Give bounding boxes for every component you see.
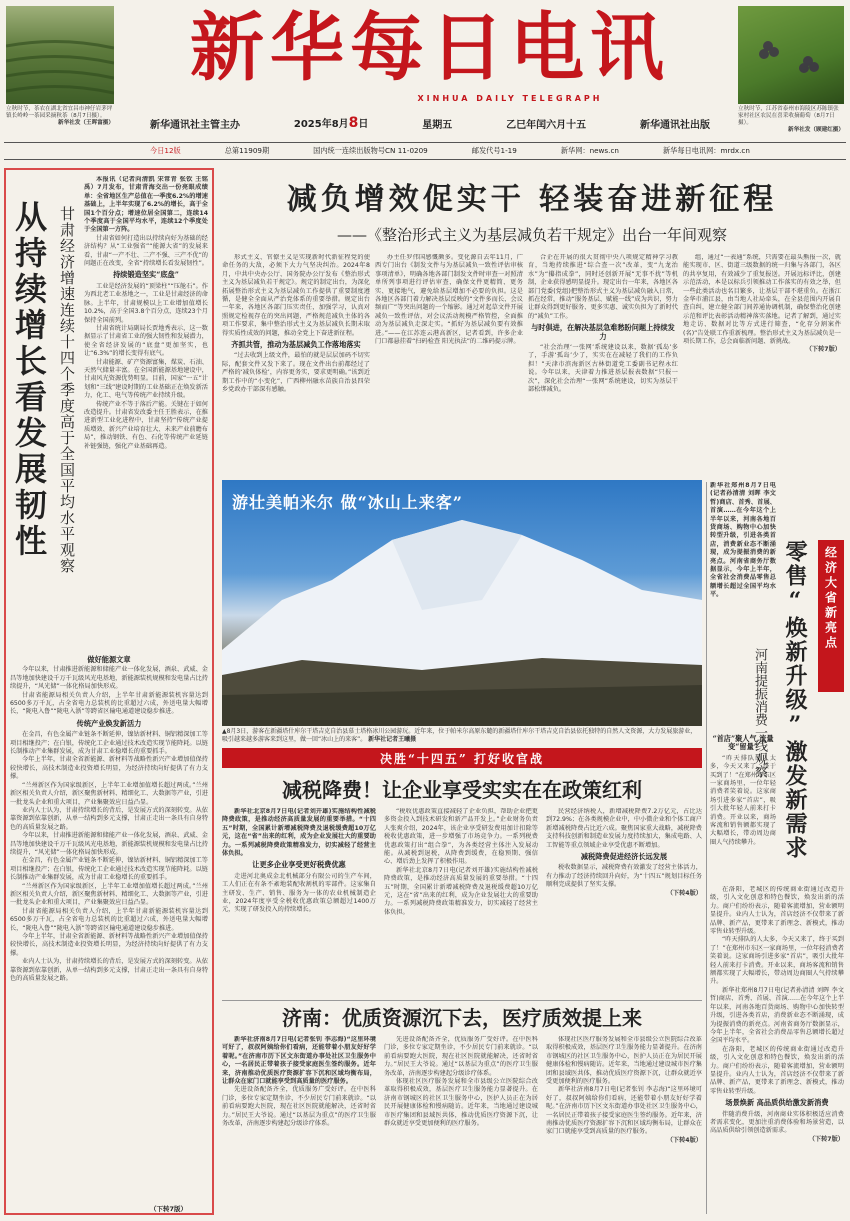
paragraph: 体现社区医疗服务发展和全市县级公立医院综合改革取得积极成效，基层医疗卫生服务能力显著提升。在济南市钢城区的社区卫生服务中心，医护人员正在为居民开展健康体检和慢病随访。近年来，当地通过建设城市医疗集团和县域医共体，推动优质医疗资源下沉，让群众就近享受更加便利的医疗服务。 <box>384 1078 538 1128</box>
info-pages: 今日12版 <box>150 145 181 155</box>
info-website: 新华网：news.cn <box>560 145 619 155</box>
left-article-column-top <box>84 176 208 652</box>
lead-paragraph: 新华社郑州8月7日电(记者孙清清 刘晖 李文哲)商店、首秀、首展、首演……在今年这个上半年以来，河南各地百货商场、购物中心加快转型升级，引进各类首店，消费新业态不断涌现，成为提振消费的新亮点。河南省商务厅数据显示，今年上半年，全省社会消费品零售总额增长超过全国平均水平。 <box>710 482 776 599</box>
section-heading: 与时俱进，在解决基层急难愁盼问题上持续发力 <box>531 323 675 341</box>
tax-article-col-2 <box>384 808 538 996</box>
right-sidebar-title: 零售“焕新升级”激发新需求 <box>782 540 808 860</box>
main-article-col-1 <box>222 254 370 476</box>
medical-article-title: 济南：优质资源沉下去，医疗质效提上来 <box>282 1006 642 1030</box>
continued-note: （下转4版） <box>666 1136 702 1144</box>
paragraph: 今年以来，甘肃推进新能源和储能产业一体化发展，酒泉、武威、金昌等地加快建设千万千瓦级风光电基地，新能源装机规模和发电量占比持续提升，“风光储”一体化格局加快形成。 <box>10 832 208 856</box>
mountain-illustration <box>222 480 702 726</box>
paragraph: 先进设备配备齐全，优质服务广受好评。在中医科门诊，多位专家定期坐诊，不少居民专门前来就诊。“以前看病要跑大医院，现在社区医院就能解决，还省时省力。”居民王大爷说。通过“以基层为重点”的医疗卫生服务改革，济南逐步构建起分级诊疗体系。 <box>384 1036 538 1077</box>
caption-text: ▲8月3日，游客在新疆塔什库尔干塔吉克自治县慕士塔格冰川公园游玩。近年来，位于帕米尔高原东麓的新疆塔什库尔干塔吉克自治县依托独特的自然人文资源，大力发展旅游业，吸引越来越多游客来到这里，做一回“冰山上的来客”。 <box>222 728 697 743</box>
newspaper-english-title: XINHUA DAILY TELEGRAPH <box>417 94 603 103</box>
tax-article-col-1 <box>222 808 376 996</box>
newspaper-title: 新华每日电讯 <box>190 5 670 91</box>
masthead-dateline <box>150 114 710 132</box>
paragraph: “兰州新区作为国家级新区，上半年工业增加值增长超过两成。”兰州新区相关负责人介绍，新区聚焦新材料、精细化工、大数据等产业，引进一批龙头企业和重大项目，产业集聚效应日益凸显。 <box>10 781 208 806</box>
sponsor: 新华通讯社主管主办 <box>150 119 240 131</box>
masthead-left-photo <box>6 6 114 104</box>
tax-article-col-3 <box>546 808 702 996</box>
info-telegraph-site: 新华每日电讯网：mrdx.cn <box>662 145 750 155</box>
paragraph: “过去收到上级文件，最怕的就是层层加码不切实际，配套文件又发下来了。现在文件出台前都经过了严格的‘减负体检’，内容更务实，要求更明确。”该到近期工作中的“小变化”，广西柳州融水苗族自治县四荣乡党政办干部深有感触。 <box>222 352 370 394</box>
section-heading: 做好能源文章 <box>87 655 131 664</box>
right-sidebar-body <box>710 886 844 1214</box>
right-sidebar-col-a <box>710 732 776 882</box>
paragraph: 在金昌，有色金属产业链条不断延伸，镍钴新材料、铜铝精深加工等项目相继投产；在白银，传统化工企业通过技术改造实现节能降耗。以链长制推动产业集群发展，成为甘肃工业稳增长的重要抓手。 <box>10 857 208 882</box>
continued-note: （下转7版） <box>808 1135 844 1143</box>
paragraph: 走进河北奥成金北机械部分有限公司的生产车间，工人们正在有条不紊地装配收割机的零部件。这家集自主研发、生产、销售、服务为一体的农业机械制造企业，2024年度享受全税收优惠政策总额超过1400万元，实现了研发投入的持续增长。 <box>222 872 376 914</box>
paragraph: 甘肃能源、矿产资源富集，煤炭、石油、天然气储量丰富。在全国新能源基地建设中，甘肃风光资源优势明显。目前，国家“一五”计划和“三线”建设时期的工业基础正在焕发新活力，化工、电气等传统产业持续升级。 <box>84 358 208 400</box>
lunar-date: 乙巳年闰六月十五 <box>506 119 587 131</box>
paragraph: “兰州新区作为国家级新区，上半年工业增加值增长超过两成。”兰州新区相关负责人介绍，新区聚焦新材料、精细化工、大数据等产业，引进一批龙头企业和重大项目，产业集聚效应日益凸显。 <box>10 882 208 907</box>
left-article-continued: （下转7版） <box>150 1205 188 1213</box>
main-article-col-4 <box>683 254 841 476</box>
caption-credit: 新华社发（顾建红摄） <box>788 127 844 133</box>
main-article-title: 减负增效促实干 轻装奋进新征程 <box>286 182 778 217</box>
section-heading: 让更多企业享受更好税费优惠 <box>252 860 346 870</box>
paragraph: 工业是经济发展的“顶梁柱”“压舱石”。作为西北老工业基地之一，工业是甘肃经济的命脉。上半年，甘肃规模以上工业增加值增长10.2%，高于全国3.8个百分点，连续23个月保持全国前列。 <box>84 282 208 324</box>
photo-feature-caption <box>222 728 702 744</box>
paragraph: 今年上半年，甘肃全省新能源、新材料等战略性新兴产业增加值保持较快增长，高技术制造业投资增长明显，为经济持续向好提供了有力支撑。 <box>10 933 208 957</box>
masthead-right-caption <box>738 106 844 134</box>
date-suffix: 日 <box>358 119 369 130</box>
paragraph: 甘肃省能源局相关负责人介绍，上半年甘肃新能源装机容量达到6500多万千瓦，占全省电力总装机的比重超过六成，外送电量大幅增长，“陇电入鲁”“陇电入浙”等跨省区输电通道建设稳步推进。 <box>10 691 208 716</box>
caption-credit: 新华社发（王晖富摄） <box>58 120 114 126</box>
paragraph: 今年以来，甘肃推进新能源和储能产业一体化发展，酒泉、武威、金昌等地加快建设千万千瓦级风光电基地，新能源装机规模和发电量占比持续提升，“风光储”一体化格局加快形成。 <box>10 666 208 691</box>
paragraph: “税收优惠政策直接减轻了企业负担，帮助企业把更多资金投入到技术研发和新产品开发上。”企业财务负责人张爽介绍，2024年，该企业享受研发费用加计扣除等税收优惠政策，进一步增强了市场竞争力。一系列税费优惠政策打出“组合拳”，为各类经营主体注入发展动能。从减税到退税，从降费到缓费，在稳预期、强信心、增后劲上发挥了积极作用。 <box>384 808 538 866</box>
paragraph: 业内人士认为，甘肃持续增长的背后，是发展方式的深刻转变。从依靠资源到依靠创新，从单一结构到多元支撑，甘肃正走出一条具有自身特色的高质量发展之路。 <box>10 958 208 983</box>
weekday: 星期五 <box>422 119 453 131</box>
paragraph: 甘肃省统计局副局长贾地秀表示，这一数据显示了甘肃省工业的强大韧性和发展潜力，使全省经济发展的“底盘”更加坚实，也让“6.3%”的增长变得有底气。 <box>84 324 208 358</box>
left-article-column-bottom <box>10 654 208 1210</box>
date-prefix: 2025年8月 <box>293 119 349 130</box>
paragraph: 体现社区医疗服务发展和全市县级公立医院综合改革取得积极成效，基层医疗卫生服务能力显著提升。在济南市钢城区的社区卫生服务中心，医护人员正在为居民开展健康体检和慢病随访。近年来，当地通过建设城市医疗集团和县域医共体，推动优质医疗资源下沉，让群众就近享受更加便利的医疗服务。 <box>546 1036 702 1086</box>
paragraph: 新华社北京8月7日电(记者刘开雄)实施结构性减税降费政策，是推动经济高质量发展的重要举措。“十四五”时期，全国累计新增减税降费及退税缓费超10万亿元，这在“省”出来的红利，成为企业发展壮大的重要助力。一系列减税降费政策精准发力，切实减轻了经营主体负担。 <box>222 808 376 858</box>
section-heading: 场景焕新 高品质供给激发新消费 <box>725 1098 829 1108</box>
paragraph: 新华社北京8月7日电(记者刘开雄)实施结构性减税降费政策，是推动经济高质量发展的重要举措。“十四五”时期，全国累计新增减税降费及退税缓费超10万亿元，这在“省”出来的红利，成为企业发展壮大的重要助力。一系列减税降费政策精准发力，切实减轻了经营主体负担。 <box>384 866 538 916</box>
right-sidebar-subtitle: 河南提振消费一线观察 <box>752 648 767 778</box>
paragraph: 新华社济南8月7日电(记者张钊 李志海)“这里环境可好了，叔叔阿姨给你们看病，还能带着小朋友好好学着呢。”在济南市历下区文东街道办事处社区卫生服务中心，一名居民正带着孩子接受家庭医生签约服务。近年来，济南推动优质医疗资源扩容下沉和区域均衡布局，让群众在家门口就能享受到高质量的医疗服务。 <box>546 1086 702 1136</box>
masthead-right-photo <box>738 6 844 104</box>
medical-article-col-1 <box>222 1036 376 1214</box>
paragraph: “昨天排队的人太多，今天又来了，终于买到了！”在郑州市东区一家商场里，一位年轻消费者笑着说。这家商场引进多家“首店”，吸引大批年轻人前来打卡消费。开业以来，商场客流和销售额都实现了大幅增长，带动周边商圈人气持续攀升。 <box>710 754 776 846</box>
medical-article-col-3 <box>546 1036 702 1214</box>
paragraph: 办主任罗伟国感慨颇多。变化源自去年11月，广西专门出台《制发文件与为基层减负一致性评估审核事项清单》，明确各地各部门制发文件时审查一对照清单所列事项进行评估审查，确保文件更精简、更务实、更接地气，避免给基层增加不必要的负担。这是各地区各部门着力解决基层反映的“文件多而长、会议频而广”等突出问题的一个缩影。通过对起草文件开展减负一致性评估，对会议活动规模严格管控，全面推动为基层减负走深走实。“抓好为基层减负要有效推进。”——在江苏连云港高新区，记者看到，许多企业门口都悬挂着“扫码检查 阳光执法”的二维码提示牌。 <box>375 254 523 346</box>
paragraph: 形式主义、官僚主义是实现新时代新征程党的使命任务的大敌，必须下大力气坚决纠治。2024年8月，中共中央办公厅、国务院办公厅发布《整治形式主义为基层减负若干规定》。规定的制定出台，为深化拓展整治形式主义为基层减负工作提供了重要制度遵循，是健全全面从严治党体系的重要举措。规定出台一年来，各地区各部门压实责任，加强学习，认真对照规定检视存在的突出问题，严格规范减负主体的各项工作要求，集中整治形式主义为基层减负长期未取得实质性成效的问题，推动全党上下奋进新征程。 <box>222 254 370 337</box>
paragraph: 税收数据显示，减税降费有效激发了经营主体活力，有力推动了经济持续回升向好，为“十四五”规划目标任务顺利完成提供了坚实支撑。 <box>546 864 702 889</box>
paragraph: 先进设备配备齐全，优质服务广受好评。在中医科门诊，多位专家定期坐诊，不少居民专门前来就诊。“以前看病要跑大医院，现在社区医院就能解决，还省时省力。”居民王大爷说。通过“以基层为重点”的医疗卫生服务改革，济南逐步构建起分级诊疗体系。 <box>222 1086 376 1128</box>
photo-feature-title: 游壮美帕米尔 做“冰山上来客” <box>232 493 463 512</box>
tea-field-illustration <box>6 6 114 104</box>
main-article-col-2 <box>375 254 523 476</box>
paragraph: 在金昌，有色金属产业链条不断延伸，镍钴新材料、铜铝精深加工等项目相继投产；在白银，传统化工企业通过技术改造实现节能降耗。以链长制推动产业集群发展，成为甘肃工业稳增长的重要抓手。 <box>10 731 208 756</box>
info-cn-number: 国内统一连续出版物号CN 11-0209 <box>313 145 428 155</box>
section-heading: “首店”聚人气 流量变“留量” <box>712 734 774 752</box>
tax-article-title: 减税降费！让企业享受实实在在政策红利 <box>282 778 642 802</box>
paragraph: 组，通过“一表通”系统，只需要在最头熊报一次，就能实现市、区、街道三级数据的统一归集与各部门，各区的共享复用，有效减少了重复报送。开展远标评比，创建示范活动，本是以标兵引领推动工作落实的有效之举，但一些此类活动也名目繁多，让基层干部不堪重负。在浙江金华市浦江县，由当地人社局牵头，在全县范围内开展自查自纠，建立健全部门间养通协调机制，确保整治化创建示范和评比表彰活动精神落实落地。记者了解到，通过实地走访、数据对比等方式进行筛查，“化存分割案件(名)”告处联工作重新梳理。整治形式主义为基层减负是一项长期工作，总会面临新问题、新挑战。 <box>683 254 841 346</box>
paragraph: 新华社郑州8月7日电(记者孙清清 刘晖 李文哲)商店、首秀、首展、首演……在今年这个上半年以来，河南各地百货商场、购物中心加快转型升级，引进各类首店，消费新业态不断涌现，成为提振消费的新亮点。河南省商务厅数据显示，今年上半年，全省社会消费品零售总额增长超过全国平均水平。 <box>710 986 844 1045</box>
paragraph: 业内人士认为，甘肃持续增长的背后，是发展方式的深刻转变。从依靠资源到依靠创新，从单一结构到多元支撑，甘肃正走出一条具有自身特色的高质量发展之路。 <box>10 806 208 831</box>
paragraph: 传统产业不等于落后产能。关键在于如何改造提升。甘肃省发改委主任王胜表示，在推进新型工业化进程中，甘肃坚持“传统产业提质增效、新兴产业培育壮大、未来产业前瞻布局”，推动钢铁、有色、石化等传统产业延链补链强链，强化产业基础再造。 <box>84 400 208 450</box>
left-article-title: 从持续增长看发展韧性 <box>10 200 48 560</box>
main-article-subtitle: ——《整治形式主义为基层减负若干规定》出台一年间观察 <box>336 226 727 244</box>
section-heading: 持续锻造坚实“底盘” <box>113 270 179 280</box>
section-heading: 齐抓共管，推动为基层减负工作落地落实 <box>231 340 361 350</box>
paragraph: 在洛阳，老城区的传统商业街通过改造升级，引入文化创意和特色餐饮，焕发出新的活力。商户们纷纷表示，随着客流增加，营业额明显提升。业内人士认为，首店经济不仅带来了新品牌、新产品，更带来了新理念、新模式，推动零售业转型升级。 <box>710 1045 844 1095</box>
paragraph: 在洛阳，老城区的传统商业街通过改造升级，引入文化创意和特色餐饮，焕发出新的活力。商户们纷纷表示，随着客流增加，营业额明显提升。业内人士认为，首店经济不仅带来了新品牌、新产品，更带来了新理念、新模式，推动零售业转型升级。 <box>710 886 844 936</box>
paragraph: 民营经济纳税人，新增减税降费7.2万亿元，占比达到72.9%；在各类规模企业中，中小微企业和个体工商户新增减税降费占比近六成。聚焦国家重大战略，减税降费支持科技创新和制造业发展力度持续加大，集成电路、人工智能等重点领域企业享受优惠不断增加。 <box>546 808 702 849</box>
issue-date <box>294 115 369 131</box>
info-issue-number: 总第11909期 <box>224 145 270 155</box>
info-postal-code: 邮发代号1-19 <box>471 145 517 155</box>
caption-credit: 新华社记者王曦摄 <box>368 736 417 743</box>
publisher: 新华通讯社出版 <box>639 119 710 131</box>
paragraph: “昨天排队的人太多，今天又来了，终于买到了！”在郑州市东区一家商场里，一位年轻消费者笑着说。这家商场引进多家“首店”，吸引大批年轻人前来打卡消费。开业以来，商场客流和销售额都实现了大幅增长，带动周边商圈人气持续攀升。 <box>710 936 844 986</box>
paragraph: 甘肃省如何打造出以持续向好为基础的经济结构？从“工业强省”“能源大省”的发展来看，甘肃“一产不壮、二产不强、三产不优”的问题正在改变，全省“持续增长看发展韧性”。 <box>84 234 208 268</box>
caption-text: 立秋时节，江苏省泰州市海陵区苏陈镇张家村社区农民在喜采收摘葡萄（8月7日摄）。 <box>738 106 839 126</box>
date-day: 8 <box>348 115 359 131</box>
masthead-left-caption <box>6 106 114 127</box>
right-sidebar-banner-text: 经济大省新亮点 <box>823 546 838 651</box>
main-article-col-3 <box>528 254 678 476</box>
info-bar <box>150 143 750 158</box>
paragraph: “社会治理‘一张网’系统建设以来，数据‘孤岛’多了，手游‘孤岛’少了，实实在在减轻了我们的工作负担！”天津市滨海新区古林街道党工委副书记程永红说。今年以来，天津着力推进基层报表数据“只报一次”，深化社会治理“一张网”系统建设，切实为基层干部松绑减负。 <box>528 344 678 394</box>
lead-paragraph: 本报讯（记者向清凯 宋常青 张钦 王铭禹）7月发布，甘肃青海交出一份亮眼成绩单：全省地区生产总值在一季度6.2%的增速基础上，上半年实现了6.2%的增长，高于全国1个百分点；增速位居全国第二，连续14个季度高于全国平均水平，连续12个季度处于全国第一方阵。 <box>84 176 208 234</box>
section-heading: 减税降费促进经济长远发展 <box>580 852 668 862</box>
section-banner-text: 决胜“十四五” 打好收官战 <box>380 751 544 766</box>
medical-article-col-2 <box>384 1036 538 1214</box>
continued-note: （下转4版） <box>666 889 702 897</box>
grape-vineyard-illustration <box>738 6 844 104</box>
paragraph: 今年上半年，甘肃全省新能源、新材料等战略性新兴产业增加值保持较快增长，高技术制造业投资增长明显，为经济持续向好提供了有力支撑。 <box>10 756 208 781</box>
continued-note: （下转7版） <box>805 346 841 354</box>
section-heading: 传统产业焕发新活力 <box>76 718 142 728</box>
photo-feature <box>222 480 702 726</box>
paragraph: 合企在开展的很大贯彻中央八项规定精神学习教育，当地持续推进“综合查一次”改革，变“九龙治水”为“攥指成拳”，同时还创新开展“无事不扰”等机制，企业获得感明显提升。现定出台一年来，各地区各部门党委(党组)把整治形式主义为基层减负融入日常，抓在经常，推动“服务基层、赋能一线”成为共识，努力让群众得到更好服务、更多实惠、诚实负担为了新时代的“减负”工作。 <box>528 254 678 320</box>
caption-text: 立秋时节，茶农在湖北省宜昌市神仔岩茅坪镇长岭岭一茶园采摘秋茶（8月7日摄）。 <box>6 106 113 119</box>
paragraph: 伴随消费升级，河南商业实体积极适应消费者需求变化，更加注重消费体验和场景营造，以高品质供给引领创造新需求。 <box>710 1110 844 1135</box>
left-article-subtitle: 甘肃经济增速连续十四个季度高于全国平均水平观察 <box>58 206 76 574</box>
paragraph: 甘肃省能源局相关负责人介绍，上半年甘肃新能源装机容量达到6500多万千瓦，占全省电力总装机的比重超过六成，外送电量大幅增长，“陇电入鲁”“陇电入浙”等跨省区输电通道建设稳步推进。 <box>10 907 208 932</box>
right-sidebar-banner <box>818 540 844 692</box>
paragraph: 新华社济南8月7日电(记者张钊 李志海)“这里环境可好了，叔叔阿姨给你们看病，还能带着小朋友好好学着呢。”在济南市历下区文东街道办事处社区卫生服务中心，一名居民正带着孩子接受家庭医生签约服务。近年来，济南推动优质医疗资源扩容下沉和区域均衡布局，让群众在家门口就能享受到高质量的医疗服务。 <box>222 1036 376 1086</box>
section-banner <box>222 748 702 768</box>
